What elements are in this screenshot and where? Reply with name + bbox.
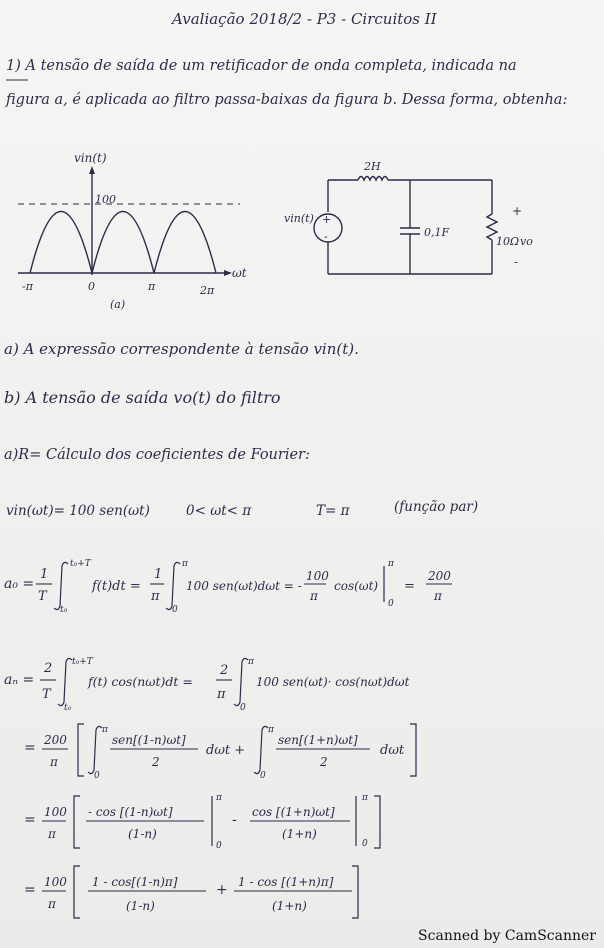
fig-a-ylabel: vin(t)	[74, 151, 107, 165]
capacitor-label: 0,1F	[424, 226, 450, 239]
a0-frac2-num: 1	[154, 567, 163, 582]
parity-note: (função par)	[394, 499, 479, 515]
l4-frac-den: π	[48, 827, 56, 841]
l5-term2-num: 1 - cos [(1+n)π]	[238, 875, 334, 889]
an-int2-upper: π	[248, 657, 254, 667]
l3-frac-num: 200	[44, 733, 67, 747]
output-plus: +	[512, 204, 523, 218]
arch-first	[92, 212, 154, 274]
fig-a-tick-2pi: 2π	[200, 284, 215, 297]
source-plus: +	[322, 213, 332, 226]
a0-cos-term: cos(ωt)	[334, 579, 379, 593]
l4-term1-den: (1-n)	[128, 827, 157, 841]
an-lhs: aₙ =	[4, 672, 35, 688]
a0-eval-lower: 0	[388, 599, 394, 609]
l3-middle: dωt +	[206, 743, 246, 758]
equation-an	[4, 657, 410, 713]
fig-a-peak-label: 100	[95, 193, 116, 206]
arch-second	[154, 212, 216, 274]
equation-line-5	[24, 866, 358, 918]
a0-frac2-den: π	[151, 589, 160, 604]
l4-eval2-lower: 0	[362, 839, 368, 849]
l4-term2-den: (1+n)	[282, 827, 317, 841]
source-label: vin(t)	[284, 212, 314, 225]
l4-term2-num: cos [(1+n)ωt]	[252, 805, 335, 819]
question-line-2: figura a, é aplicada ao filtro passa-baixas da figura b. Dessa forma, obtenha:	[6, 92, 568, 108]
a0-result-den: π	[434, 589, 442, 603]
a0-equals: =	[404, 579, 415, 594]
fig-a-xlabel: ωt	[232, 266, 247, 280]
an-int2-lower: 0	[240, 703, 246, 713]
l3-int2-upper: π	[268, 725, 274, 735]
fig-a-tick-neg-pi: -π	[22, 280, 33, 293]
figure-a-rectified-wave	[18, 166, 240, 276]
l5-term1-den: (1-n)	[126, 899, 155, 913]
inductor-label: 2H	[364, 160, 381, 173]
an-integrand: f(t) cos(nωt)dt =	[88, 674, 193, 689]
fig-a-tick-zero: 0	[88, 280, 95, 293]
equation-line-3	[24, 724, 416, 781]
equation-a0	[4, 559, 452, 615]
equation-line-4	[24, 793, 380, 851]
l3-equals: =	[24, 740, 36, 756]
l5-plus: +	[216, 882, 228, 898]
fig-a-tick-pi: π	[148, 280, 156, 293]
figure-b-circuit	[314, 177, 497, 275]
a0-integrand2: 100 sen(ωt)dωt = -	[186, 579, 302, 593]
a0-result-num: 200	[428, 569, 451, 583]
l5-term2-den: (1+n)	[272, 899, 307, 913]
a0-frac3-den: π	[310, 589, 318, 603]
an-frac2-den: π	[217, 687, 226, 702]
l4-eval1-upper: π	[216, 793, 222, 803]
l5-frac-num: 100	[44, 875, 67, 889]
a0-frac3-num: 100	[306, 569, 329, 583]
period: T= π	[316, 503, 350, 519]
l5-equals: =	[24, 882, 36, 898]
item-b: b) A tensão de saída vo(t) do filtro	[4, 388, 281, 407]
a0-int-lower: t₀	[60, 605, 68, 615]
a0-int2-upper: π	[182, 559, 188, 569]
a0-integrand: f(t)dt =	[92, 579, 141, 594]
l3-term2-num: sen[(1+n)ωt]	[278, 733, 358, 747]
item-a: a) A expressão correspondente à tensão vin(t).	[4, 340, 359, 358]
arch-negative	[30, 212, 92, 274]
l4-eval1-lower: 0	[216, 841, 222, 851]
inductor	[358, 177, 388, 181]
scanner-watermark: Scanned by CamScanner	[418, 928, 596, 944]
l5-term1-num: 1 - cos[(1-n)π]	[92, 875, 178, 889]
source-minus: -	[324, 230, 328, 243]
l3-term1-den: 2	[152, 755, 160, 769]
a0-int2-lower: 0	[172, 605, 178, 615]
interval: 0< ωt< π	[186, 503, 252, 519]
l4-minus: -	[232, 812, 237, 828]
question-line-1: 1) A tensão de saída de um retificador de onda completa, indicada na	[6, 58, 517, 74]
fig-a-caption: (a)	[110, 298, 126, 311]
a0-lhs: a₀ =	[4, 576, 35, 592]
l4-term1-num: - cos [(1-n)ωt]	[88, 805, 173, 819]
an-frac2-num: 2	[220, 663, 229, 678]
an-int-upper: t₀+T	[72, 657, 93, 667]
l3-end: dωt	[380, 743, 405, 758]
l3-frac-den: π	[50, 755, 58, 769]
answer-header: a)R= Cálculo dos coeficientes de Fourier:	[4, 447, 310, 463]
vin-definition: vin(ωt)= 100 sen(ωt)	[6, 503, 150, 519]
l4-frac-num: 100	[44, 805, 67, 819]
l4-equals: =	[24, 812, 36, 828]
l3-term1-num: sen[(1-n)ωt]	[112, 733, 186, 747]
an-frac-num: 2	[44, 661, 53, 676]
l3-term2-den: 2	[320, 755, 328, 769]
l5-frac-den: π	[48, 897, 56, 911]
output-minus: -	[514, 255, 519, 269]
l4-eval2-upper: π	[362, 793, 368, 803]
l3-int2-lower: 0	[260, 771, 266, 781]
output-label: vo	[520, 235, 533, 248]
l3-int-lower: 0	[94, 771, 100, 781]
a0-eval-upper: π	[388, 559, 394, 569]
an-frac-den: T	[42, 687, 51, 702]
page-title: Avaliação 2018/2 - P3 - Circuitos II	[172, 10, 437, 28]
an-integrand2: 100 sen(ωt)· cos(nωt)dωt	[256, 675, 410, 689]
a0-frac-num: 1	[40, 567, 49, 582]
an-int-lower: t₀	[64, 703, 72, 713]
a0-int-upper: t₀+T	[70, 559, 91, 569]
l3-int-upper: π	[102, 725, 108, 735]
a0-frac-den: T	[38, 589, 47, 604]
resistor-label: 10Ω	[496, 235, 520, 248]
